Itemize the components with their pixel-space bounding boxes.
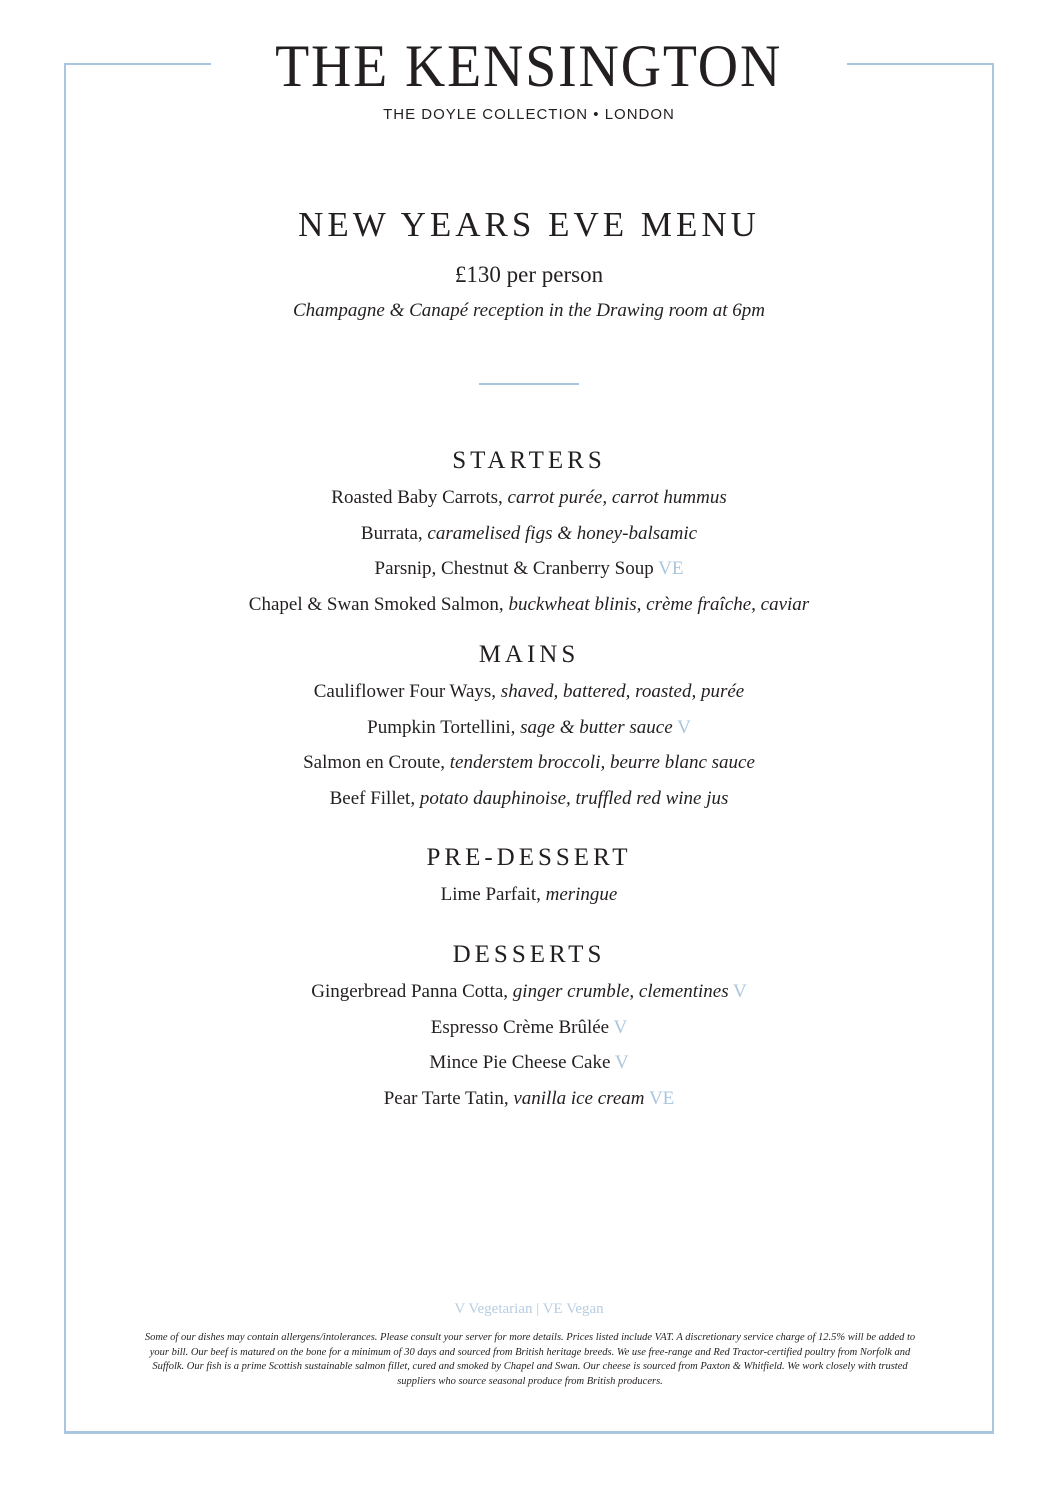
menu-item <box>0 516 1058 552</box>
dietary-tag: VE <box>658 558 684 579</box>
item-name: Mince Pie Cheese Cake <box>429 1052 611 1073</box>
menu-item <box>0 781 1058 817</box>
reception-note: Champagne & Canapé reception in the Drawing room at 6pm <box>293 300 765 321</box>
menu-title: NEW YEARS EVE MENU <box>298 205 760 244</box>
menu-item <box>0 974 1058 1010</box>
dietary-tag: VE <box>648 1087 675 1109</box>
section-title: MAINS <box>478 641 580 668</box>
dietary-tag: V <box>614 1052 629 1073</box>
section-starters <box>0 446 1058 622</box>
brand-subtitle: THE DOYLE COLLECTION • LONDON <box>383 106 675 123</box>
frame-border-bottom <box>64 1431 994 1434</box>
section-mains <box>0 640 1058 816</box>
menu-item <box>0 674 1058 710</box>
menu-item <box>0 480 1058 516</box>
section-desserts <box>0 940 1058 1116</box>
dietary-legend: V Vegetarian | VE Vegan <box>454 1301 604 1317</box>
item-desc: vanilla ice cream <box>513 1087 645 1109</box>
menu-item <box>0 1010 1058 1046</box>
item-name: Cauliflower Four Ways, <box>313 681 497 702</box>
item-desc: buckwheat blinis, crème fraîche, caviar <box>508 593 810 615</box>
dietary-tag: V <box>733 981 747 1002</box>
item-name: Gingerbread Panna Cotta, <box>311 981 509 1002</box>
item-desc: carrot purée, carrot hummus <box>507 487 727 508</box>
menu-item <box>0 877 1058 913</box>
item-name: Lime Parfait, <box>440 884 541 905</box>
item-name: Espresso Crème Brûlée <box>430 1016 610 1038</box>
brand-logo <box>0 32 1058 100</box>
menu-item <box>0 710 1058 746</box>
item-name: Pumpkin Tortellini, <box>367 716 516 738</box>
item-desc: sage & butter sauce <box>520 716 673 738</box>
section-title: STARTERS <box>452 447 606 474</box>
menu-item <box>0 551 1058 587</box>
dietary-tag: V <box>613 1016 628 1038</box>
section-pre-dessert <box>0 843 1058 913</box>
item-desc: caramelised figs & honey-balsamic <box>427 522 698 544</box>
item-name: Burrata, <box>360 522 423 544</box>
menu-price: £130 per person <box>454 262 604 287</box>
item-name: Chapel & Swan Smoked Salmon, <box>248 593 504 615</box>
section-title: DESSERTS <box>452 941 606 968</box>
divider <box>479 383 579 385</box>
section-title: PRE-DESSERT <box>426 844 632 871</box>
allergen-notice: Some of our dishes may contain allergens/intolerances. Please consult your server for more details. Prices listed include VAT. A discretionary service charge of 12.5% will be added to your bill. Our beef is matured on the bone for a minimum of 30 days and sourced from British heritage breeds. We use free-range and Red Tractor-certified poultry from Norfolk and Suffolk. Our fish is a prime Scottish sustainable salmon fillet, cured and smoked by Chapel and Swan. Our cheese is sourced from Paxton & Whitfield. We work closely with trusted suppliers who source seasonal produce from British producers. <box>144 1332 916 1387</box>
menu-item <box>0 587 1058 623</box>
brand-name: THE KENSINGTON <box>275 33 783 99</box>
menu-item <box>0 1045 1058 1081</box>
item-name: Salmon en Croute, <box>303 752 446 773</box>
dietary-tag: V <box>677 716 691 738</box>
item-desc: shaved, battered, roasted, purée <box>500 681 745 702</box>
item-name: Beef Fillet, <box>329 787 416 809</box>
item-name: Roasted Baby Carrots, <box>331 487 503 508</box>
menu-item <box>0 1081 1058 1117</box>
item-name: Parsnip, Chestnut & Cranberry Soup <box>374 558 654 579</box>
item-desc: ginger crumble, clementines <box>512 981 729 1002</box>
menu-item <box>0 745 1058 781</box>
item-desc: meringue <box>545 884 618 905</box>
item-desc: tenderstem broccoli, beurre blanc sauce <box>449 752 755 773</box>
item-name: Pear Tarte Tatin, <box>383 1087 509 1109</box>
item-desc: potato dauphinoise, truffled red wine jus <box>419 787 729 809</box>
